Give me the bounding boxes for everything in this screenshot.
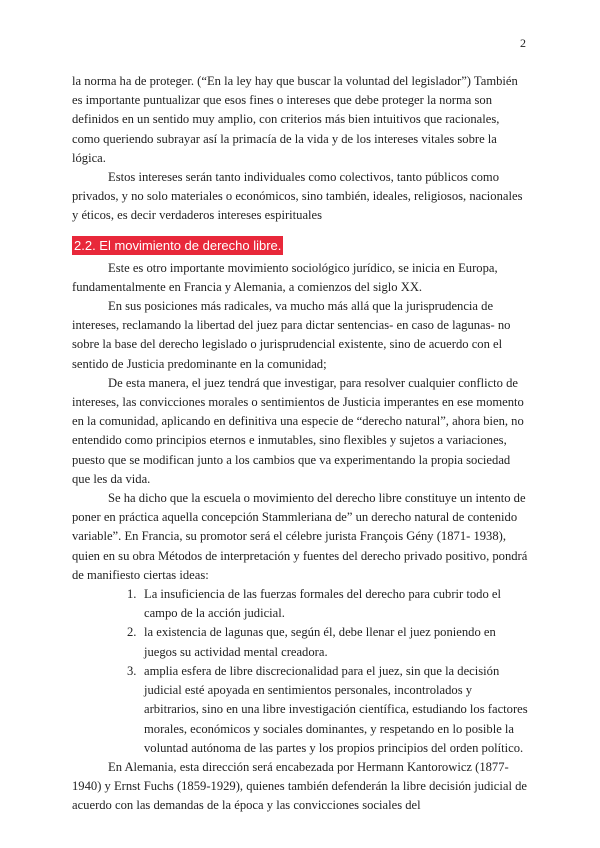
paragraph: Se ha dicho que la escuela o movimiento del derecho libre constituye un intento de poner en práctica aquella concepción Stammleriana de” un derecho natural de contenido variable”. En Francia, su promotor será el célebre jurista François Gény (1871- 1938), quien en su obra Métodos de interpretación y fuentes del derecho privado positivo, pondrá de manifiesto ciertas ideas:: [72, 491, 528, 582]
paragraph: Este es otro importante movimiento sociológico jurídico, se inicia en Europa, fundamentalmente en Francia y Alemania, a comienzos del siglo XX.: [72, 260, 498, 294]
list-item-number: 3.: [127, 663, 137, 678]
paragraph: De esta manera, el juez tendrá que investigar, para resolver cualquier conflicto de intereses, las convicciones morales o sentimientos de Justicia imperantes en ese momento en la comunidad, aplicando en definitiva una especie de “derecho natural”, ahora bien, no entendido como principios eternos e inmutables, sino flexibles y sujetos a variaciones, puesto que se modifican junto a los cambios que va experimentando la propia sociedad que les da vida.: [72, 375, 524, 486]
numbered-list: [72, 585, 528, 758]
page-number: 2: [520, 36, 526, 50]
paragraph: En sus posiciones más radicales, va mucho más allá que la jurisprudencia de intereses, reclamando la libertad del juez para dictar sentencias- en caso de lagunas- no sobre la base del derecho legislado o jurisprudencial existente, sino de acuerdo con el sentido de Justicia predominante en la comunidad;: [72, 299, 511, 371]
document-body: [72, 72, 528, 816]
paragraph: la norma ha de proteger. (“En la ley hay que buscar la voluntad del legislador”) También es importante puntualizar que esos fines o intereses que debe proteger la norma son definidos en un sentido muy amplio, con criterios más bien intuitivos que racionales, como queriendo subrayar así la primacía de la vida y de los intereses vitales sobre la lógica.: [72, 74, 518, 165]
list-item: [72, 585, 528, 623]
list-item-number: 2.: [127, 625, 137, 640]
list-item: [72, 623, 528, 661]
list-item-text: La insuficiencia de las fuerzas formales del derecho para cubrir todo el campo de la acción judicial.: [144, 587, 502, 621]
paragraph: Estos intereses serán tanto individuales como colectivos, tanto públicos como privados, y no solo materiales o económicos, sino también, ideales, religiosos, nacionales y éticos, es decir verdaderos intereses espirituales: [72, 170, 523, 223]
list-item-text: la existencia de lagunas que, según él, debe llenar el juez poniendo en juegos su actividad mental creadora.: [144, 625, 496, 659]
paragraph: En Alemania, esta dirección será encabezada por Hermann Kantorowicz (1877-1940) y Ernst Fuchs (1859-1929), quienes también defenderán la libre decisión judicial de acuerdo con las demandas de la época y las convicciones sociales del: [72, 759, 527, 813]
section-heading: 2.2. El movimiento de derecho libre.: [74, 237, 282, 253]
list-item-number: 1.: [127, 587, 137, 602]
list-item-text: amplia esfera de libre discrecionalidad para el juez, sin que la decisión judicial esté apoyada en sentimientos personales, incontrolados y arbitrarios, sino en una libre investigación científica, estudiando los factores morales, económicos y sociales dominantes, y respetando en lo posible la voluntad autónoma de las partes y los propios principios del orden político.: [144, 663, 528, 755]
list-item: [72, 662, 528, 758]
